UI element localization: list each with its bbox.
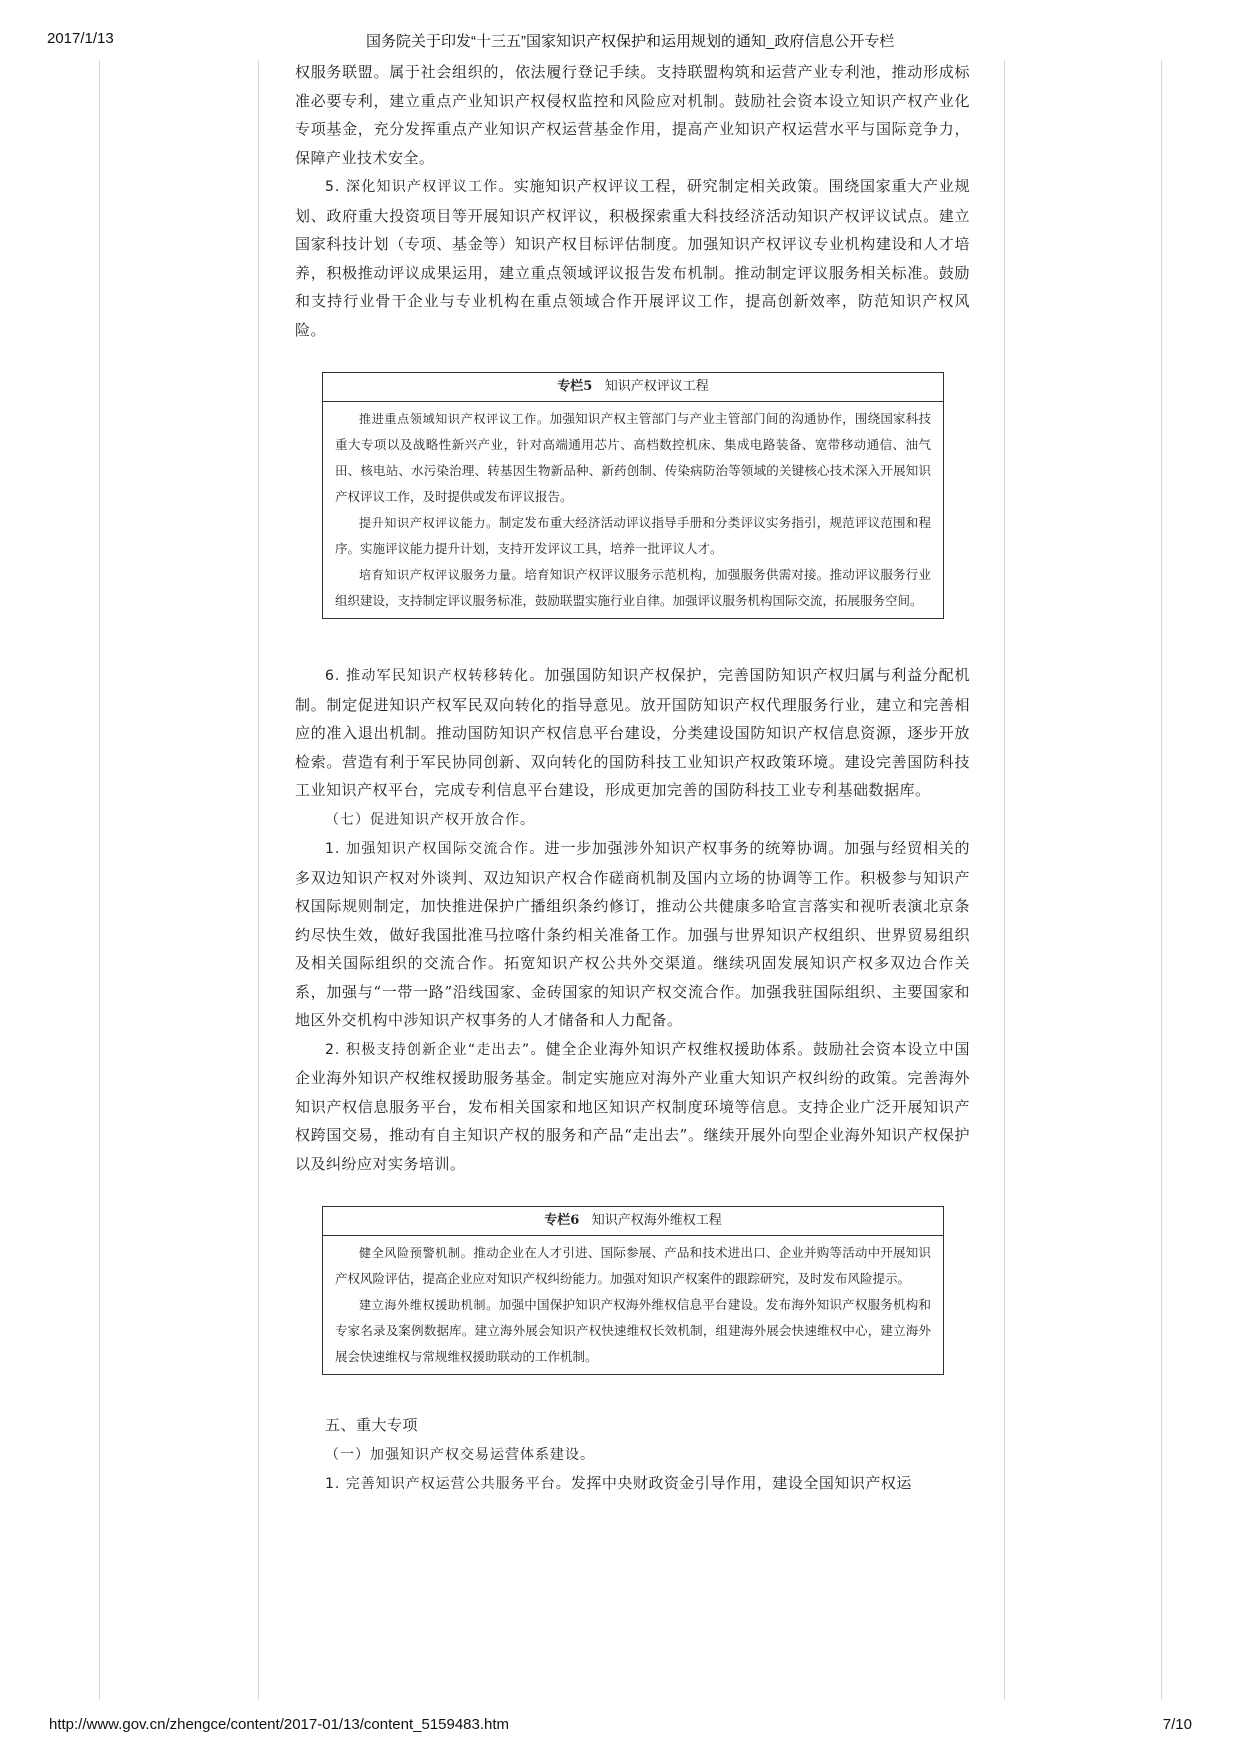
paragraph: [295, 661, 970, 805]
box-paragraph-text: 加强知识产权主管部门与产业主管部门间的沟通协作，围绕国家科技重大专项以及战略性新兴产业，针对高端通用芯片、高档数控机床、集成电路装备、宽带移动通信、油气田、核电站、水污染治理、转基因生物新品种、新药创制、传染病防治等领域的关键核心技术深入开展知识产权评议工作，及时提供或发布评议报告。: [335, 411, 931, 504]
box-paragraph-text: 培育知识产权评议服务示范机构，加强服务供需对接。推动评议服务行业组织建设，支持制定评议服务标准，鼓励联盟实施行业自律。加强评议服务机构国际交流，拓展服务空间。: [335, 567, 931, 608]
paragraph: [295, 834, 970, 1035]
paragraph: [295, 1469, 970, 1499]
paragraph-text: 发挥中央财政资金引导作用，建设全国知识产权运: [570, 1474, 912, 1492]
page-border-right-inner: [1004, 60, 1005, 1700]
paragraph-lead: 6. 推动军民知识产权转移转化。: [325, 668, 545, 684]
box-paragraph: [335, 1292, 931, 1370]
paragraph-lead: 2. 积极支持创新企业“走出去”。: [325, 1041, 546, 1058]
box-paragraph: [335, 562, 931, 614]
box-title-text: 知识产权评议工程: [604, 379, 709, 394]
paragraph-text: 进一步加强涉外知识产权事务的统筹协调。加强与经贸相关的多双边知识产权对外谈判、双边知识产权合作磋商机制及国内立场的协调等工作。积极参与知识产权国际规则制定，加快推进保护广播组织条约修订，推动公共健康多哈宣言落实和视听表演北京条约尽快生效，做好我国批准马拉喀什条约相关准备工作。加强与世界知识产权组织、世界贸易组织及相关国际组织的交流合作。拓宽知识产权公共外交渠道。继续巩固发展知识产权多双边合作关系，加强与“一带一路”沿线国家、金砖国家的知识产权交流合作。加强我驻国际组织、主要国家和地区外交机构中涉知识产权事务的人才储备和人力配备。: [295, 839, 970, 1029]
page-border-left-inner: [258, 60, 259, 1700]
section-heading: （一）加强知识产权交易运营体系建设。: [325, 1446, 595, 1463]
print-footer: [0, 1716, 1241, 1740]
section-heading: （七）促进知识产权开放合作。: [325, 811, 535, 828]
page-border-left-outer: [99, 60, 100, 1700]
box-title: [323, 373, 943, 402]
article-body: [295, 58, 970, 1499]
chapter-heading: 五、重大专项: [325, 1416, 419, 1434]
paragraph-text: 实施知识产权评议工程，研究制定相关政策。围绕国家重大产业规划、政府重大投资项目等开展知识产权评议，积极探索重大科技经济活动知识产权评议试点。建立国家科技计划（专项、基金等）知识产权目标评估制度。加强知识产权评议专业机构建设和人才培养，积极推动评议成果运用，建立重点领域评议报告发布机制。推动制定评议服务相关标准。鼓励和支持行业骨干企业与专业机构在重点领域合作开展评议工作，提高创新效率，防范知识产权风险。: [295, 177, 970, 339]
print-date: 2017/1/13: [47, 30, 114, 47]
paragraph-lead: 1. 完善知识产权运营公共服务平台。: [325, 1476, 571, 1492]
box-number: 专栏6: [544, 1213, 580, 1228]
box-title: [323, 1207, 943, 1236]
box-paragraph-lead: 推进重点领域知识产权评议工作。: [359, 412, 550, 426]
box-paragraph-lead: 培育知识产权评议服务力量。: [359, 568, 525, 582]
paragraph: [295, 172, 970, 344]
special-column-box-6: [322, 1206, 944, 1375]
paragraph: 权服务联盟。属于社会组织的，依法履行登记手续。支持联盟构筑和运营产业专利池，推动形成标准必要专利，建立重点产业知识产权侵权监控和风险应对机制。鼓励社会资本设立知识产权产业化专项基金，充分发挥重点产业知识产权运营基金作用，提高产业知识产权运营水平与国际竞争力，保障产业技术安全。: [295, 63, 970, 167]
page-number: 7/10: [1162, 1716, 1192, 1733]
box-paragraph-lead: 建立海外维权援助机制。: [359, 1298, 499, 1312]
box-title-text: 知识产权海外维权工程: [591, 1213, 722, 1228]
paragraph-lead: 1. 加强知识产权国际交流合作。: [325, 841, 545, 857]
box-paragraph-text: 加强中国保护知识产权海外维权信息平台建设。发布海外知识产权服务机构和专家名录及案例数据库。建立海外展会知识产权快速维权长效机制，组建海外展会快速维权中心，建立海外展会快速维权与常规维权援助联动的工作机制。: [335, 1297, 931, 1364]
box-paragraph-text: 制定发布重大经济活动评议指导手册和分类评议实务指引，规范评议范围和程序。实施评议能力提升计划，支持开发评议工具，培养一批评议人才。: [335, 515, 931, 556]
paragraph-text: 健全企业海外知识产权维权援助体系。鼓励社会资本设立中国企业海外知识产权维权援助服务基金。制定实施应对海外产业重大知识产权纠纷的政策。完善海外知识产权信息服务平台，发布相关国家和地区知识产权制度环境等信息。支持企业广泛开展知识产权跨国交易，推动有自主知识产权的服务和产品“走出去”。继续开展外向型企业海外知识产权保护以及纠纷应对实务培训。: [295, 1039, 970, 1173]
box-paragraph-text: 推动企业在人才引进、国际参展、产品和技术进出口、企业并购等活动中开展知识产权风险评估，提高企业应对知识产权纠纷能力。加强对知识产权案件的跟踪研究，及时发布风险提示。: [335, 1245, 931, 1286]
page-border-right-outer: [1161, 60, 1162, 1700]
box-paragraph: [335, 510, 931, 562]
box-paragraph: [335, 406, 931, 510]
box-paragraph-lead: 健全风险预警机制。: [359, 1246, 474, 1260]
document-title: 国务院关于印发“十三五”国家知识产权保护和运用规划的通知_政府信息公开专栏: [366, 33, 895, 50]
box-number: 专栏5: [557, 379, 593, 394]
paragraph-text: 加强国防知识产权保护，完善国防知识产权归属与利益分配机制。制定促进知识产权军民双向转化的指导意见。放开国防知识产权代理服务行业，建立和完善相应的准入退出机制。推动国防知识产权信息平台建设，分类建设国防知识产权信息资源，逐步开放检索。营造有利于军民协同创新、双向转化的国防科技工业知识产权政策环境。建设完善国防科技工业知识产权平台，完成专利信息平台建设，形成更加完善的国防科技工业专利基础数据库。: [295, 666, 970, 799]
page-url: http://www.gov.cn/zhengce/content/2017-01/13/content_5159483.htm: [49, 1716, 510, 1733]
paragraph-lead: 5. 深化知识产权评议工作。: [325, 179, 514, 195]
special-column-box-5: [322, 372, 944, 619]
box-paragraph: [335, 1240, 931, 1292]
paragraph: [295, 1035, 970, 1179]
box-paragraph-lead: 提升知识产权评议能力。: [359, 516, 499, 530]
print-header: [0, 22, 1241, 52]
